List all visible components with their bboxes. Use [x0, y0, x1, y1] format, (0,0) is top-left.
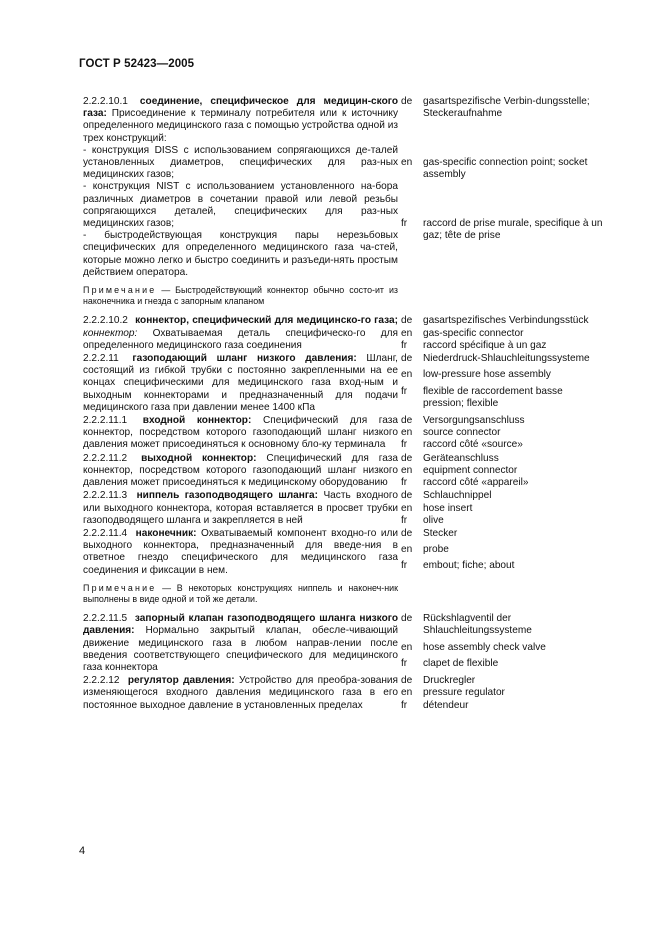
page-number: 4 [79, 845, 86, 857]
lang-text: Stecker [423, 527, 458, 539]
lang-code: de [401, 415, 413, 427]
lang-text: gas-specific connection point; socket assembly [423, 157, 588, 181]
term-definition [83, 453, 398, 490]
term-definition-text: Шланг, состоящий из гибкой трубки с постоянно закрепленными на ее концах специфическими для медицинского газа вход-ным и выходным коннекторами и предназначенный для подачи медицинского газа при давлении менее 1400 кПа [83, 353, 398, 413]
lang-code: en [401, 369, 413, 381]
list-item: - быстродействующая конструкция пары нерезьбовых специфических для определенного медицинского газа ча-стей, которые можно легко и быстро соединить и разъеди-нять простым действием оператора. [83, 230, 398, 278]
translations [401, 528, 606, 577]
term-entry [83, 490, 609, 527]
lang-code: fr [401, 699, 408, 711]
lang-text: Geräteanschluss [423, 452, 499, 464]
lang-text: hose assembly check valve [423, 641, 546, 653]
lang-code: en [401, 464, 413, 476]
term-definition-text: Устройство для преобра-зования изменяющегося входного давления медицинского газа в его постоянное выходное давление в установленных пределах [83, 675, 399, 711]
lang-code: de [401, 613, 413, 625]
translations [401, 675, 606, 712]
lang-text: Rückshlagventil der Shlauchleitungssysteme [423, 613, 532, 637]
term-title: запорный клапан газоподводящего шланга низкого давления: [83, 613, 398, 637]
lang-code: de [401, 353, 413, 365]
term-entry [83, 453, 609, 490]
term-number: 2.2.2.12 [83, 675, 120, 687]
lang-code: fr [401, 218, 408, 230]
term-definition-text: Охватываемая деталь специфическо-го для определенного медицинского газа соединения [83, 327, 398, 351]
lang-text: hose insert [423, 502, 473, 514]
term-definition [83, 315, 398, 352]
lang-code: fr [401, 560, 408, 572]
note-label: Примечание [83, 582, 157, 593]
term-entry [83, 353, 609, 414]
note [83, 285, 398, 307]
term-title: входной коннектор: [142, 415, 252, 427]
term-entry [83, 96, 609, 279]
document-header: ГОСТ Р 52423—2005 [79, 58, 195, 70]
lang-code: fr [401, 477, 408, 489]
translations [401, 453, 606, 490]
lang-text: gas-specific connector [423, 327, 524, 339]
lang-code: en [401, 157, 413, 169]
lang-text: equipment connector [423, 464, 518, 476]
term-entry [83, 613, 609, 674]
translations [401, 613, 606, 674]
term-title: наконечник: [135, 527, 197, 539]
note-text: — В некоторых конструкциях ниппель и наконеч-ник выполнены в виде одной и той же детали. [83, 582, 398, 604]
lang-text: source connector [423, 427, 501, 439]
lang-code: de [401, 490, 413, 502]
term-number: 2.2.2.11.2 [83, 452, 128, 464]
lang-code: fr [401, 657, 408, 669]
lang-text: Versorgungsanschluss [423, 415, 525, 427]
term-number: 2.2.2.10.1 [83, 96, 128, 107]
lang-code: fr [401, 339, 408, 351]
term-title: выходной коннектор: [141, 452, 257, 464]
term-definition-text: Охватываемый компонент входно-го или выходного коннектора, предназначенный для введе-ния в ответное гнездо специфического для медицинского газа соединения и фиксации в нем. [83, 527, 398, 576]
lang-text: clapet de flexible [423, 657, 499, 669]
term-list [83, 96, 609, 713]
term-entry [83, 315, 609, 352]
term-number: 2.2.2.11.1 [83, 415, 128, 427]
term-title: газоподающий шланг низкого давления: [132, 353, 357, 365]
lang-code: de [401, 452, 413, 464]
term-title: регулятор давления: [127, 675, 235, 687]
translations [401, 490, 606, 527]
lang-code: en [401, 687, 413, 699]
list-item: - конструкция NIST с использованием установленного на-бора различных диаметров в сочетании правой или левой резьбы сопрягающихся деталей, специфических для раз-ных медицинских газов; [83, 181, 398, 230]
note [83, 583, 398, 605]
term-number: 2.2.2.11.5 [83, 613, 128, 625]
list-item: - конструкция DISS с использованием сопрягающихся де-талей установленных диаметров, специфических для раз-ных медицинских газов; [83, 144, 398, 181]
lang-code: en [401, 502, 413, 514]
translations [401, 315, 606, 352]
term-definition [83, 490, 398, 527]
lang-text: Niederdruck-Shlauchleitungssysteme [423, 353, 590, 365]
term-definition [83, 353, 398, 414]
term-definition-text: Нормально закрытый клапан, обесле-чивающий движение медицинского газа в любом направ-лении после введения соответствующего специфического для медицинского газа коннектора [83, 625, 398, 673]
lang-text: gasartspezifische Verbin-dungsstelle; Steckeraufnahme [423, 96, 590, 120]
lang-code: en [401, 641, 413, 653]
term-definition [83, 613, 398, 674]
translations [401, 353, 606, 414]
term-title: коннектор, специфический для медицинско-го газа; [135, 315, 398, 327]
translations [401, 415, 606, 452]
lang-code: fr [401, 385, 408, 397]
lang-text: olive [423, 514, 444, 526]
lang-text: détendeur [423, 699, 469, 711]
lang-text: probe [423, 544, 449, 556]
term-entry [83, 675, 609, 712]
term-number: 2.2.2.11 [83, 353, 119, 365]
term-definition-text: Часть входного или выходного коннектора, которая вставляется в просвет трубки газоподводящего шланга и закрепляется в ней [83, 490, 398, 526]
term-definition [83, 528, 398, 577]
lang-text: raccord spécifique à un gaz [423, 339, 547, 351]
lang-code: en [401, 544, 413, 556]
lang-code: en [401, 427, 413, 439]
lang-code: fr [401, 514, 408, 526]
term-number: 2.2.2.11.4 [83, 527, 128, 539]
lang-text: pressure regulator [423, 687, 505, 699]
lang-code: de [401, 675, 413, 687]
translations [401, 96, 606, 279]
term-number: 2.2.2.11.3 [83, 490, 128, 502]
lang-code: de [401, 315, 413, 327]
term-definition-text: Присоединение к терминалу потребителя или к источнику определенного медицинского газа с помощью устройства одной из трех конструкций: [83, 108, 398, 144]
lang-text: raccord côté «source» [423, 439, 523, 451]
term-definition-text: Специфический для газа коннектор, посредством которого газоподающий шланг низкого давления может присоединяться к основному бло-ку терминала [83, 415, 398, 451]
note-label: Примечание [83, 285, 157, 296]
lang-code: fr [401, 439, 408, 451]
lang-code: de [401, 527, 413, 539]
term-definition [83, 96, 398, 279]
term-title: соединение, специфическое для медицин-ского газа: [83, 96, 398, 120]
lang-text: raccord de prise murale, specifique à un gaz; tête de prise [423, 218, 603, 242]
lang-code: de [401, 96, 413, 107]
term-definition-text: Специфический для газа коннектор, посредством которого газоподающий шланг низкого давления может присоединяться к медицинскому оборудованию [83, 452, 398, 489]
note-text: — Быстродействующий коннектор обычно состо-ит из наконечника и гнезда с запорным клапаном [83, 285, 398, 307]
term-number: 2.2.2.10.2 [83, 315, 128, 327]
lang-text: gasartspezifisches Verbindungsstück [423, 315, 589, 327]
term-title: ниппель газоподводящего шланга: [136, 490, 319, 502]
lang-text: raccord côté «appareil» [423, 477, 529, 489]
term-synonym: коннектор: [83, 327, 138, 339]
lang-text: flexible de raccordement basse pression; flexible [423, 385, 563, 409]
lang-text: embout; fiche; about [423, 560, 515, 572]
lang-text: Druckregler [423, 675, 476, 687]
term-definition [83, 415, 398, 452]
lang-code: en [401, 327, 413, 339]
term-definition [83, 675, 398, 712]
term-entry [83, 415, 609, 452]
term-entry [83, 528, 609, 577]
lang-text: Schlauchnippel [423, 490, 492, 502]
lang-text: low-pressure hose assembly [423, 369, 551, 381]
